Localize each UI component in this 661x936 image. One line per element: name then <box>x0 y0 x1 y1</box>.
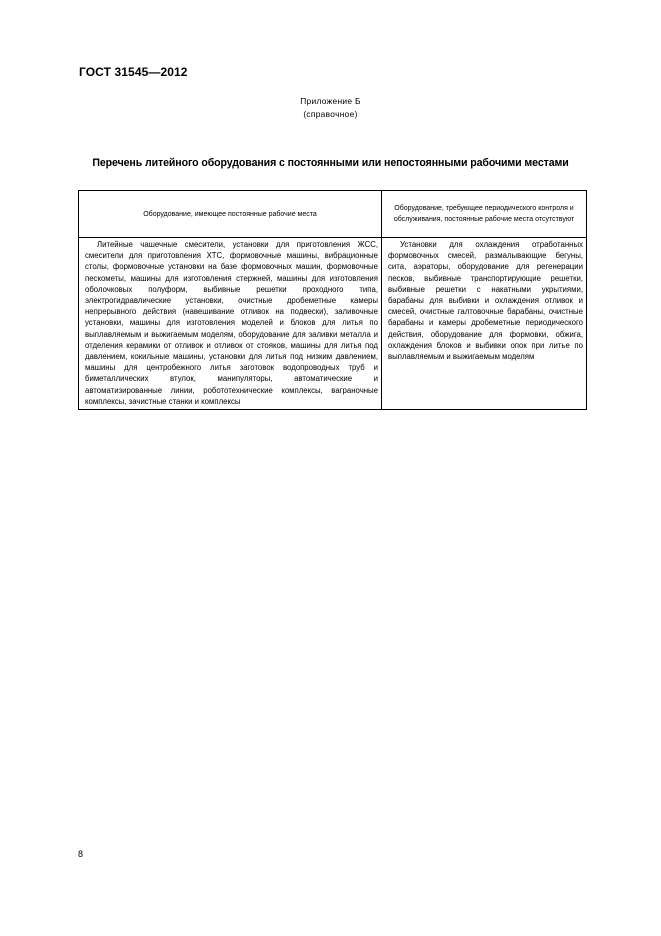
cell-text-periodic: Установки для охлаждения отработанных формовочных смесей, размалывающие бегуны, сита, аэраторы, оборудование для регенерации песков, выбивные транспортирующие решетки, выбивные решетки с накатными укрытиями, барабаны для выбивки и охлаждения отливок и смесей, очистные галтовочные барабаны, очистные барабаны и камеры дробеметные периодического действия, оборудование для формовки, обжига, охлаждения блоков и выбивки опок при литье по выплавляемым и выжигаемым моделям <box>388 240 583 362</box>
table-cell-permanent <box>79 238 382 410</box>
annex-status: (справочное) <box>303 109 358 119</box>
column-header-permanent: Оборудование, имеющее постоянные рабочие места <box>79 191 382 238</box>
list-title: Перечень литейного оборудования с постоянными или непостоянными рабочими местами <box>92 157 569 169</box>
page-number: 8 <box>78 849 84 859</box>
table-cell-periodic <box>382 238 587 410</box>
cell-text-permanent: Литейные чашечные смесители, установки для приготовления ЖСС, смесители для приготовления ХТС, формовочные машины, вибрационные столы, формовочные установки на базе формовочных машин, формовочные пескометы, машины для изготовления стержней, машины для изготовления оболочковых полуформ, выбивные решетки проходного типа, электрогидравлические установки, очистные дробеметные камеры непрерывного действия (навешивание отливок на подвески), заливочные установки, машины для изготовления моделей и блоков для литья по выплавляемым и выжигаемым моделям, оборудование для заливки металла и отделения керамики от отливок и отливок от стояков, машины для литья под давлением, кокильные машины, установки для литья под низким давлением, машины для центробежного литья заготовок водопроводных труб и биметаллических втулок, манипуляторы, автоматические и автоматизированные линии, робототехнические комплексы, ваграночные комплексы, зачистные станки и комплексы <box>85 240 378 406</box>
equipment-table <box>78 190 587 410</box>
standard-designation: ГОСТ 31545—2012 <box>79 65 188 79</box>
table-header-row <box>79 191 587 238</box>
annex-title: Приложение Б <box>300 96 361 106</box>
table-row <box>79 238 587 410</box>
column-header-periodic: Оборудование, требующее периодического контроля и обслуживания, постоянные рабочие места отсутствуют <box>382 191 587 238</box>
